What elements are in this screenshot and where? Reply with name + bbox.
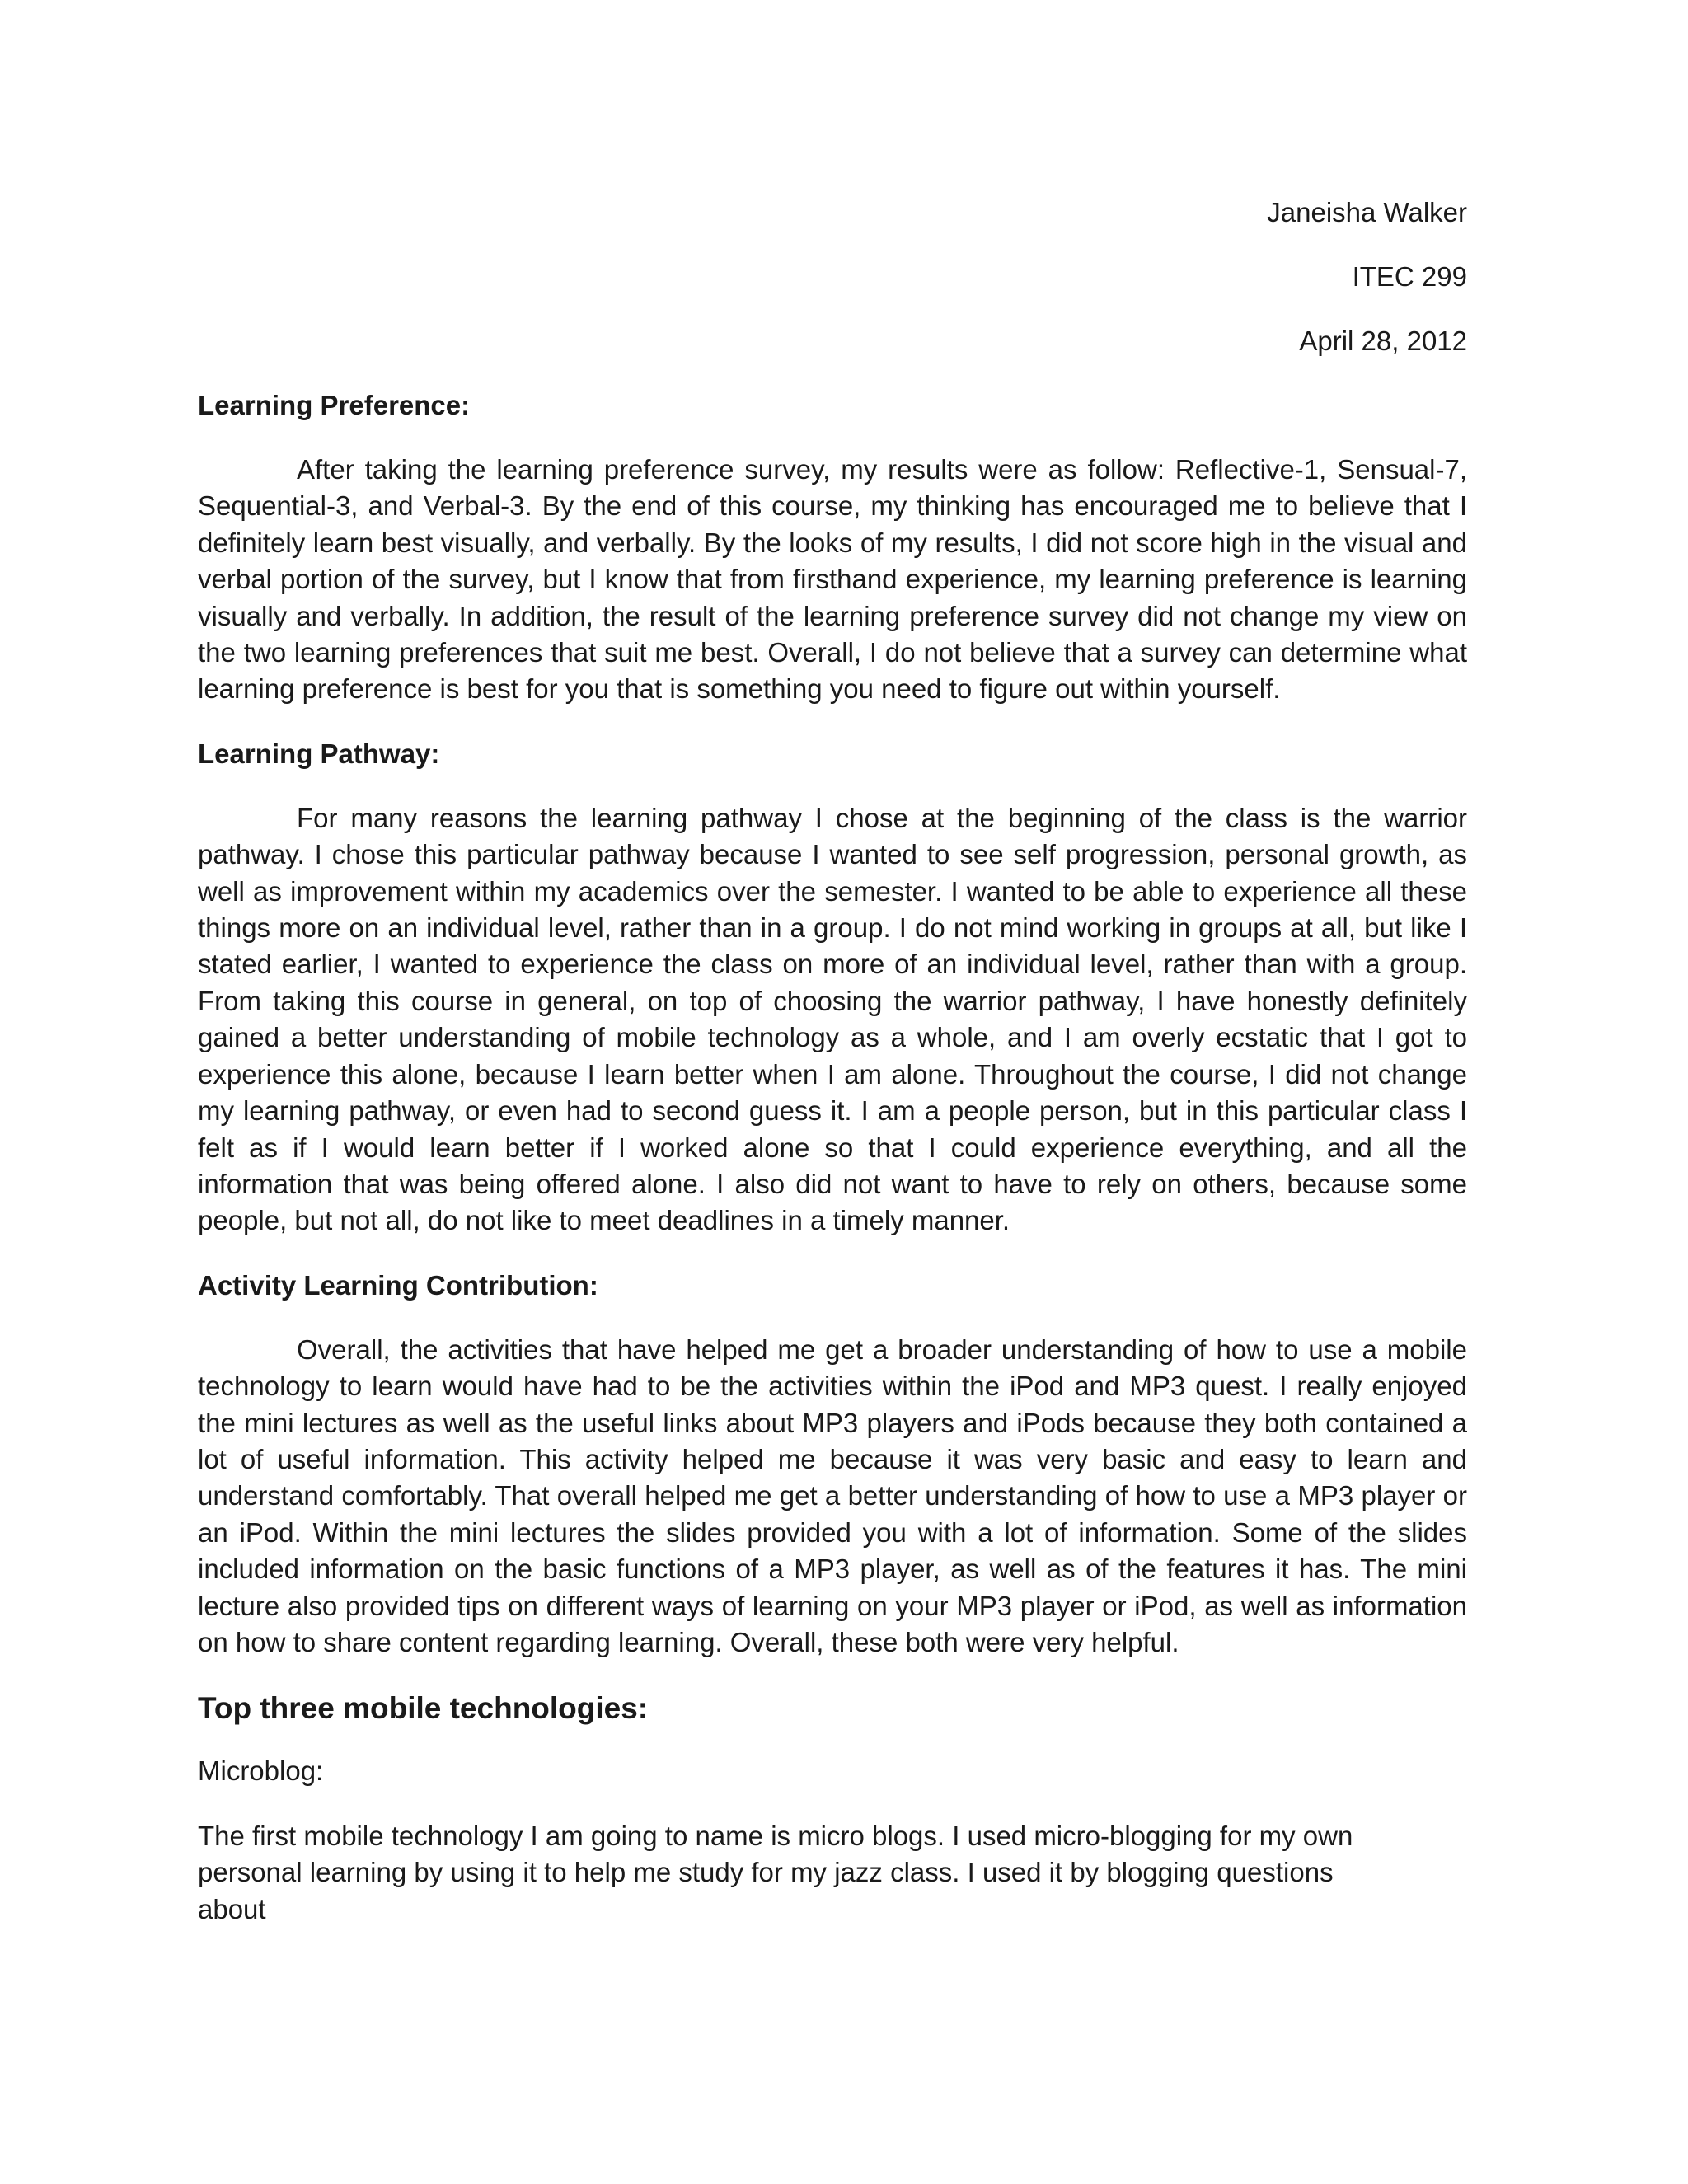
section-heading: Activity Learning Contribution: <box>198 1269 598 1301</box>
section-paragraph: Overall, the activities that have helped me get a broader understanding of how to use a mobile technology to learn would have had to be the activities within the iPod and MP3 quest. I really enjoyed the mini lectures as well as the useful links about MP3 players and iPods because they both contained a lot of useful information. This activity helped me because it was very basic and easy to learn and understand comfortably. That overall helped me get a better understanding of how to use a MP3 player or an iPod. Within the mini lectures the slides provided you with a lot of information. Some of the slides included information on the basic functions of a MP3 player, as well as of the features it has. The mini lecture also provided tips on different ways of learning on your MP3 player or iPod, as well as information on how to share content regarding learning. Overall, these both were very helpful. <box>198 1333 1467 1657</box>
section-heading: Learning Pathway: <box>198 738 440 769</box>
section-learning-preference <box>198 387 1467 708</box>
course-code: ITEC 299 <box>1352 261 1467 292</box>
document-body <box>198 387 1467 1928</box>
section-top-three <box>198 1689 1467 1928</box>
section-heading: Learning Preference: <box>198 390 471 420</box>
section-paragraph: After taking the learning preference survey, my results were as follow: Reflective-1, Sensual-7, Sequential-3, and Verbal-3. By the end of this course, my thinking has encouraged me to believe that I definitely learn best visually, and verbally. By the looks of my results, I did not score high in the visual and verbal portion of the survey, but I know that from firsthand experience, my learning preference is learning visually and verbally. In addition, the result of the learning preference survey did not change my view on the two learning preferences that suit me best. Overall, I do not believe that a survey can determine what learning preference is best for you that is something you need to figure out within yourself. <box>198 454 1467 705</box>
header-block <box>808 194 1467 387</box>
microblog-paragraph: The first mobile technology I am going to name is micro blogs. I used micro-blogging for my own personal learning by using it to help me study for my jazz class. I used it by blogging questions about <box>198 1820 1353 1924</box>
microblog-label: Microblog: <box>198 1755 324 1787</box>
section-learning-pathway <box>198 736 1467 1240</box>
section-activity-learning-contribution <box>198 1268 1467 1661</box>
section-paragraph: For many reasons the learning pathway I chose at the beginning of the class is the warrior pathway. I chose this particular pathway because I wanted to see self progression, personal growth, as well as improvement within my academics over the semester. I wanted to be able to experience all these things more on an individual level, rather than in a group. I do not mind working in groups at all, but like I stated earlier, I wanted to experience the class on more of an individual level, rather than with a group. From taking this course in general, on top of choosing the warrior pathway, I have honestly definitely gained a better understanding of mobile technology as a whole, and I am overly ecstatic that I got to experience this alone, because I learn better when I am alone. Throughout the course, I did not change my learning pathway, or even had to second guess it. I am a people person, but in this particular class I felt as if I would learn better if I worked alone so that I could experience everything, and all the information that was being offered alone. I also did not want to have to rely on others, because some people, but not all, do not like to meet deadlines in a timely manner. <box>198 802 1467 1236</box>
top-three-heading: Top three mobile technologies: <box>198 1691 649 1726</box>
author-name: Janeisha Walker <box>1267 197 1467 227</box>
document-date: April 28, 2012 <box>1299 326 1467 356</box>
